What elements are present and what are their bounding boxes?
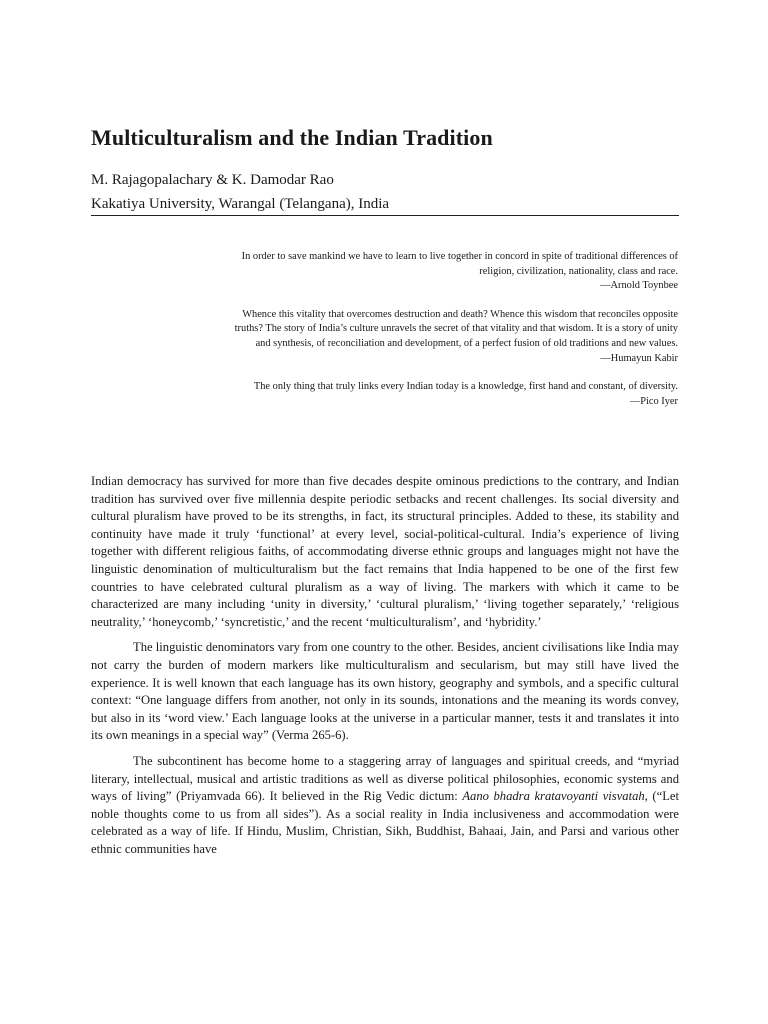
epigraph-attribution: —Arnold Toynbee (600, 280, 678, 292)
body-paragraph-3 (91, 753, 679, 859)
epigraph-text: Whence this vitality that overcomes destruction and death? Whence this wisdom that reconciles opposite truths? The story of India’s culture unravels the secret of that vitality and that wisdom. It is a story of unity and synthesis, of reconciliation and development, of a perfect fusion of old traditions and new values. (234, 308, 678, 349)
body-paragraph-2: The linguistic denominators vary from one country to the other. Besides, ancient civilisations like India may not carry the burden of modern markers like multiculturalism and secularism, but may still have lived the experience. It is well known that each language has its own history, geography and symbols, and a specific cultural context: “One language differs from another, not only in its sounds, intonations and the meaning its words convey, but also in its ‘word view.’ Each language looks at the universe in a particular manner, tests it and translates it into its own meanings in a special way” (Verma 265-6). (91, 640, 679, 743)
paragraph-text-segment: The subcontinent has become home to a staggering array of languages and spiritual creeds, and “myriad literary, intellectual, musical and artistic traditions as well as diverse political philosophies, economic systems and ways of living” (Priyamvada 66). It believed in the Rig Vedic dictum: (91, 753, 679, 804)
article-title: Multiculturalism and the Indian Tradition (91, 125, 493, 150)
author-names: M. Rajagopalachary & K. Damodar Rao (91, 172, 334, 188)
author-affiliation: Kakatiya University, Warangal (Telangana), India (91, 196, 390, 212)
article-body (91, 473, 679, 866)
sanskrit-dictum: Aano bhadra kratavoyanti visvatah, (462, 789, 648, 804)
paragraph-text-segment: (“Let noble thoughts come to us from all sides”). As a social reality in India inclusiveness and accommodation were celebrated as a way of life. If Hindu, Muslim, Christian, Sikh, Buddhist, Bahaai, Jain, and Parsi and various other ethnic communities have (91, 789, 679, 856)
epigraph-toynbee (222, 250, 678, 294)
epigraph-attribution: —Humayun Kabir (600, 352, 678, 364)
epigraph-text: In order to save mankind we have to learn to live together in concord in spite of traditional differences of religion, civilization, nationality, class and race. (241, 251, 678, 277)
body-paragraph-1: Indian democracy has survived for more than five decades despite ominous predictions to the contrary, and Indian tradition has survived over five millennia despite periodic setbacks and recent challenges. Its social diversity and cultural pluralism have proved to be its strengths, in fact, its structural principles. Added to these, its stability and continuity have made it truly ‘functional’ at every level, social-political-cultural. India’s experience of living together with different religious faiths, of accommodating diverse ethnic groups and languages might not have the linguistic denomination of multiculturalism but the fact remains that India happened to be one of the first few countries to have celebrated cultural pluralism as a way of living. The markers with which it came to be characterized are many including ‘unity in diversity,’ ‘cultural pluralism,’ ‘living together separately,’ ‘religious neutrality,’ ‘honeycomb,’ ‘syncretistic,’ and the recent ‘multiculturalism’, and ‘hybridity.’ (91, 474, 679, 629)
author-block (91, 168, 711, 216)
epigraph-text: The only thing that truly links every Indian today is a knowledge, first hand and constant, of diversity. (253, 381, 678, 393)
epigraph-section (222, 250, 678, 423)
epigraph-attribution: —Pico Iyer (629, 395, 678, 407)
epigraph-iyer (222, 380, 678, 409)
header-divider (91, 215, 679, 216)
epigraph-kabir (222, 308, 678, 366)
